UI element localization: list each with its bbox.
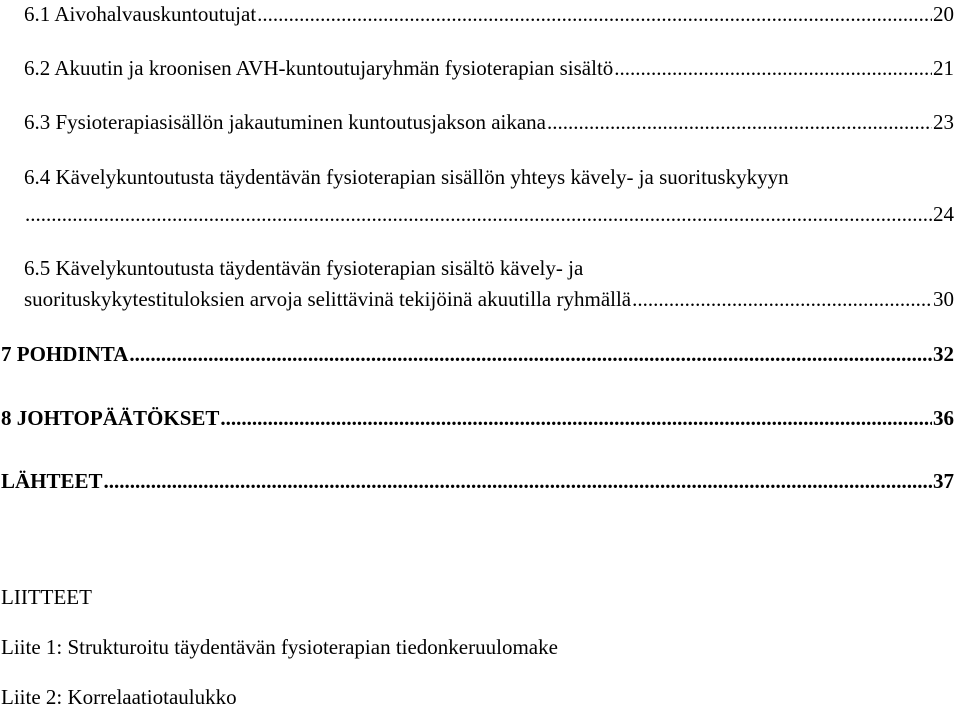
toc-entry-6-2[interactable] [24, 55, 954, 81]
toc-page-number: 24 [933, 202, 954, 226]
toc-entry-title: 6.1 Aivohalvauskuntoutujat [24, 2, 257, 26]
toc-page-number: 30 [933, 287, 954, 311]
appendices-heading: LIITTEET [1, 585, 92, 609]
toc-entry-6-5-line1[interactable] [24, 255, 583, 281]
toc-leader-dots [220, 405, 932, 431]
toc-leader-dots [257, 1, 932, 27]
toc-entry-title: 7 POHDINTA [1, 342, 129, 366]
toc-entry-6-1[interactable] [24, 1, 954, 27]
toc-entry-6-5-line2[interactable] [24, 286, 954, 312]
toc-entry-lahteet[interactable] [1, 468, 954, 494]
toc-leader-dots [547, 109, 932, 135]
toc-leader-dots [104, 468, 932, 494]
appendix-item: Liite 2: Korrelaatiotaulukko [1, 685, 237, 709]
toc-page-number: 36 [933, 406, 954, 430]
toc-entry-title: 6.5 Kävelykuntoutusta täydentävän fysioterapian sisältö kävely- ja [24, 256, 584, 280]
toc-leader-dots [129, 341, 932, 367]
toc-entry-johtopaatokset[interactable] [1, 405, 954, 431]
toc-leader-dots [632, 286, 932, 312]
toc-page-number: 37 [933, 469, 954, 493]
toc-entry-title: LÄHTEET [1, 469, 103, 493]
toc-leader-dots [25, 201, 932, 227]
toc-entry-6-4-line1[interactable] [24, 164, 789, 190]
toc-entry-title: 6.4 Kävelykuntoutusta täydentävän fysioterapian sisällön yhteys kävely- ja suorituskykyyn [24, 165, 789, 189]
appendix-item: Liite 1: Strukturoitu täydentävän fysioterapian tiedonkeruulomake [1, 635, 558, 659]
toc-page-number: 32 [933, 342, 954, 366]
toc-entry-title-continued: suorituskykytestituloksien arvoja selittävinä tekijöinä akuutilla ryhmällä [24, 287, 632, 311]
toc-entry-pohdinta[interactable] [1, 341, 954, 367]
toc-entry-title: 6.3 Fysioterapiasisällön jakautuminen kuntoutusjakson aikana [24, 110, 546, 134]
toc-entry-6-4-line2[interactable] [24, 201, 954, 227]
toc-entry-6-3[interactable] [24, 109, 954, 135]
toc-leader-dots [614, 55, 932, 81]
toc-page-number: 20 [933, 2, 954, 26]
toc-page-number: 21 [933, 56, 954, 80]
toc-page-number: 23 [933, 110, 954, 134]
toc-entry-title: 6.2 Akuutin ja kroonisen AVH-kuntoutujaryhmän fysioterapian sisältö [24, 56, 614, 80]
toc-entry-title: 8 JOHTOPÄÄTÖKSET [1, 406, 220, 430]
